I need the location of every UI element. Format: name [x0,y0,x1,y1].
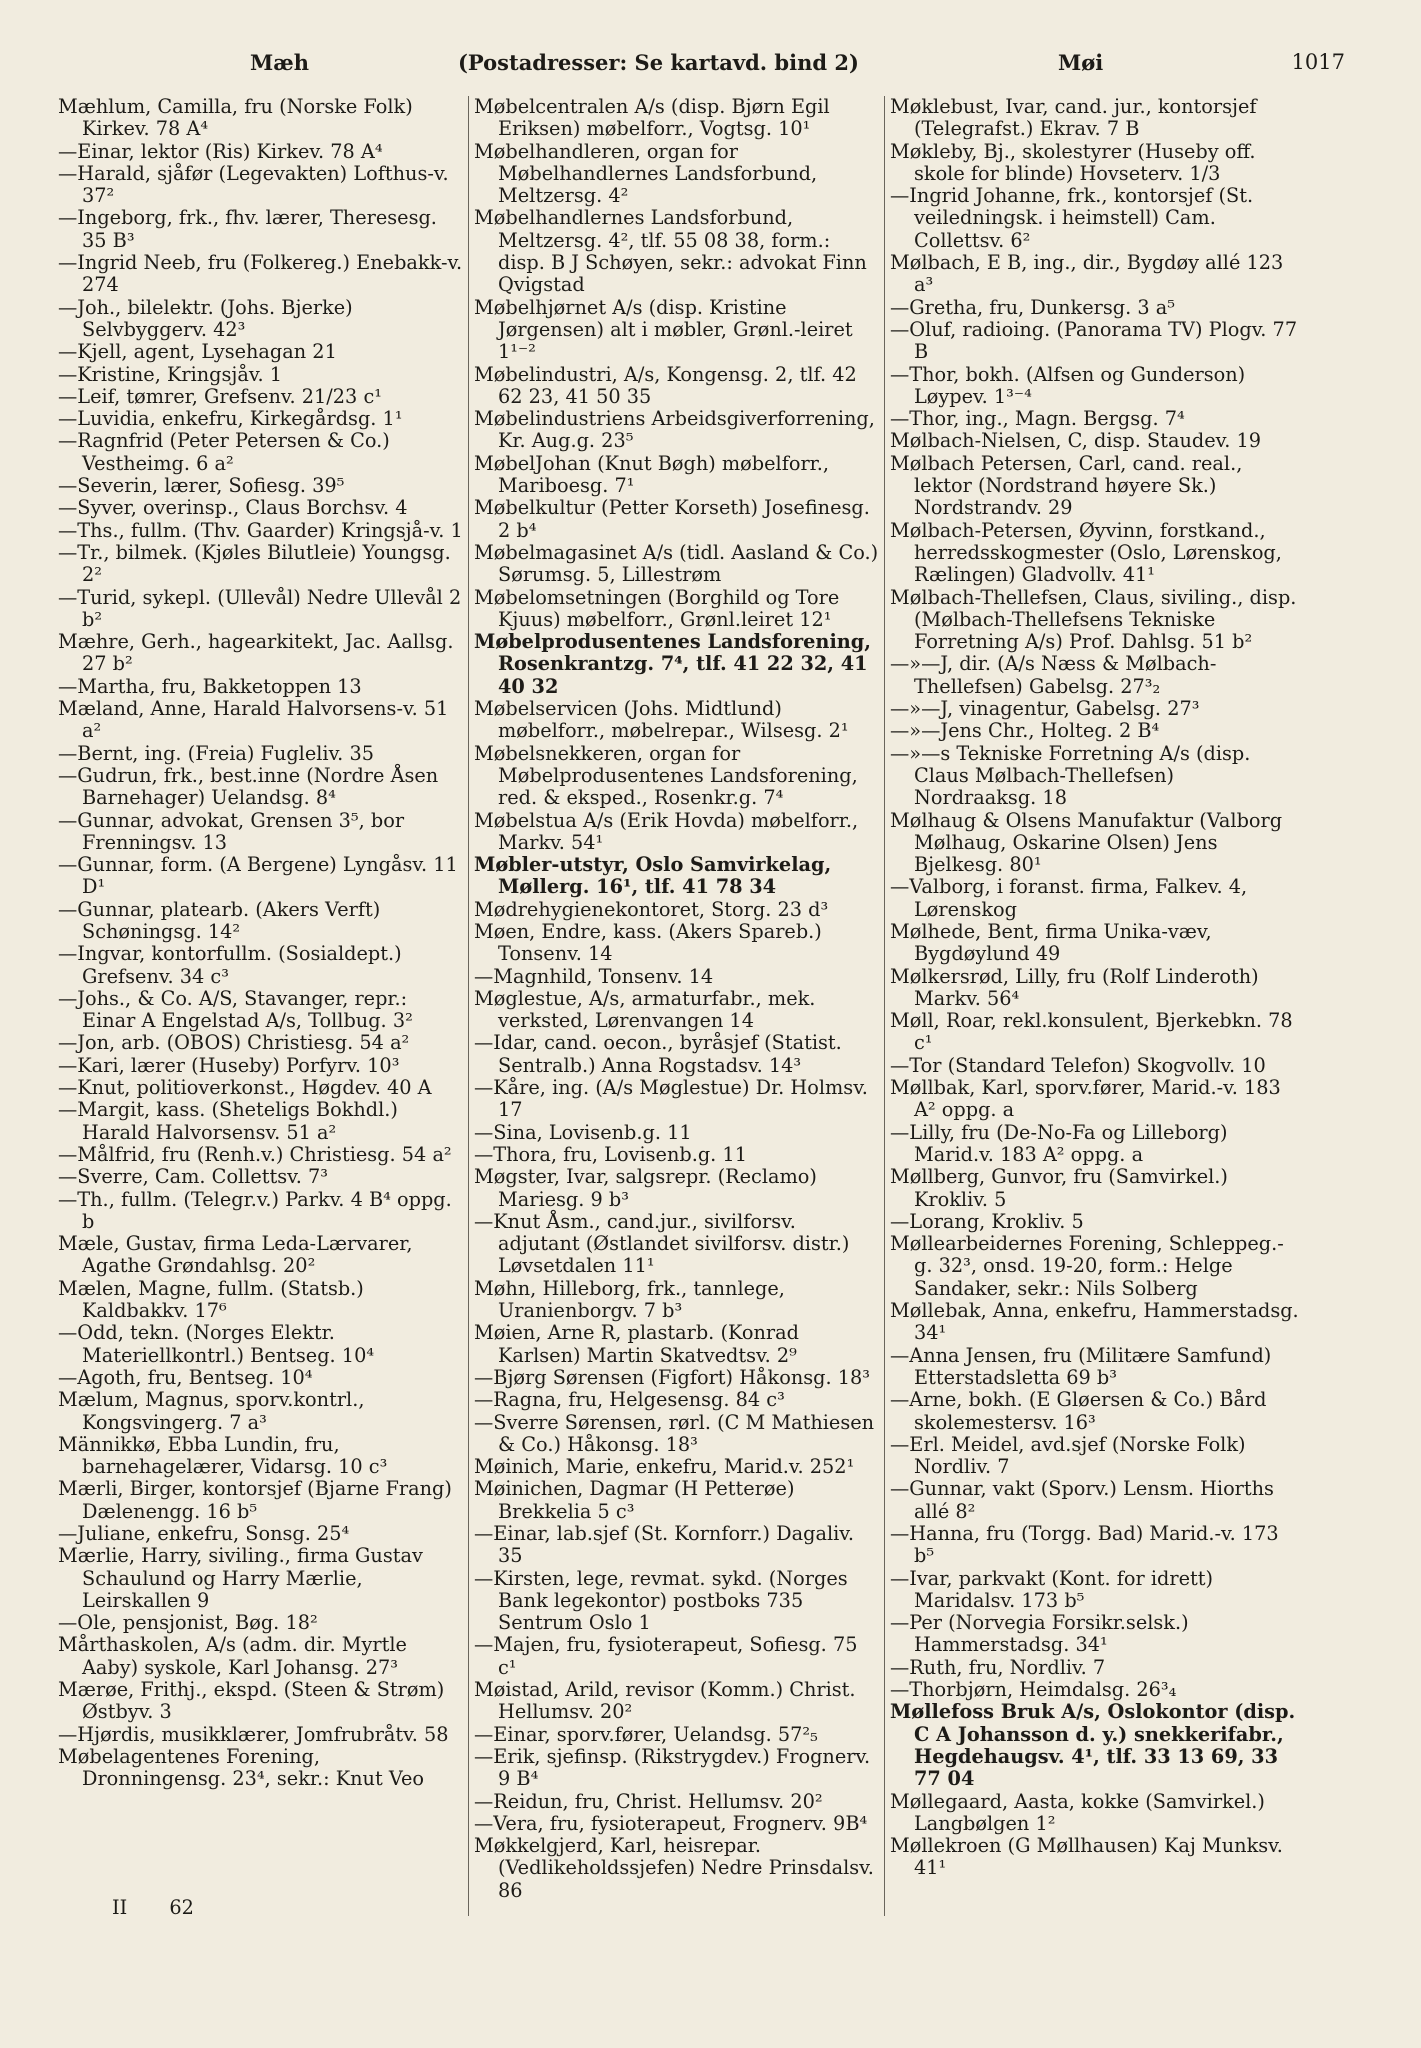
directory-entry: —Kirsten, lege, revmat. sykd. (Norges Bank legekontor) postboks 735 Sentrum Oslo 1 [474,1566,848,1635]
directory-entry: —Gretha, fru, Dunkersg. 3 a⁵ [890,295,1175,319]
directory-entry: Mælen, Magne, fullm. (Statsb.) Kaldbakkv. 17⁶ [58,1276,364,1323]
directory-entry: —Sverre, Cam. Collettsv. 7³ [58,1165,329,1189]
directory-entry: —Thor, bokh. (Alfsen og Gunderson) Løypev. 1³⁻⁴ [890,362,1246,408]
directory-entry: Møinichen, Dagmar (H Petterøe) Brekkelia 5 c³ [474,1477,795,1523]
directory-entry: —Kristine, Kringsjåv. 1 [58,362,283,386]
directory-entry: Møbelhandleren, organ for Møbelhandlernes Landsforbund, Meltzersg. 4² [474,139,818,208]
directory-entry: Møhn, Hilleborg, frk., tannlege, Uranienborgv. 7 b³ [474,1276,785,1323]
directory-entry: —Ragna, fru, Helgesensg. 84 c³ [474,1388,785,1412]
directory-entry: Møllearbeidernes Forening, Schleppeg.-g. 32³, onsd. 19-20, form.: Helge Sandaker, sekr.: Nils Solberg [890,1232,1284,1300]
directory-entry: Männikkø, Ebba Lundin, fru, barnehagelærer, Vidarsg. 10 c³ [58,1432,388,1479]
directory-entry: —Kåre, ing. (A/s Møglestue) Dr. Holmsv. 17 [474,1076,868,1122]
directory-entry: —Severin, lærer, Sofiesg. 39⁵ [58,474,345,498]
directory-entry: Mølbach Petersen, Carl, cand. real., lektor (Nordstrand høyere Sk.) Nordstrandv. 29 [890,451,1243,520]
directory-entry: Mødrehygienekontoret, Storg. 23 d³ [474,897,829,921]
directory-entry: —Tor (Standard Telefon) Skogvollv. 10 [890,1053,1266,1077]
directory-column-3 [890,96,1302,1896]
directory-entry: —Erik, sjefinsp. (Rikstrygdev.) Frognerv. 9 B⁴ [474,1744,871,1791]
directory-entry: Møbelomsetningen (Borghild og Tore Kjuus) møbelforr., Grønl.leiret 12¹ [474,585,840,631]
directory-entry: —Arne, bokh. (E Gløersen & Co.) Bård skolemestersv. 16³ [890,1388,1267,1434]
page-header [58,40,1345,92]
directory-entry: Mæland, Anne, Harald Halvorsens-v. 51 a² [58,697,449,743]
header-left-keyword: Mæh [250,50,309,75]
directory-entry: Møklebust, Ivar, cand. jur., kontorsjef (Telegrafst.) Ekrav. 7 B [890,95,1257,141]
directory-entry: Møbelmagasinet A/s (tidl. Aasland & Co.) Sørumsg. 5, Lillestrøm [474,540,879,587]
directory-entry: —Tr., bilmek. (Kjøles Bilutleie) Youngsg. 2² [58,540,451,587]
directory-entry: —Anna Jensen, fru (Militære Samfund) Etterstadsletta 69 b³ [890,1343,1272,1389]
directory-entry: —Knut Åsm., cand.jur., sivilforsv. adjutant (Østlandet sivilforsv. distr.) Løvsetdalen 11¹ [474,1209,850,1278]
directory-entry: —Thorbjørn, Heimdalsg. 26³₄ [890,1678,1177,1702]
directory-entry: —Gunnar, platearb. (Akers Verft) Schøningsg. 14² [58,897,381,943]
directory-entry: —Ingrid Neeb, fru (Folkereg.) Enebakk-v. 274 [58,251,463,297]
directory-entry: Mårthaskolen, A/s (adm. dir. Myrtle Aaby) syskole, Karl Johansg. 27³ [58,1633,407,1679]
directory-entry: —Leif, tømrer, Grefsenv. 21/23 c¹ [58,384,382,408]
directory-entry: —Knut, politioverkonst., Høgdev. 40 A [58,1076,432,1100]
directory-entry: —Oluf, radioing. (Panorama TV) Plogv. 77 B [890,317,1298,364]
directory-entry: —Idar, cand. oecon., byråsjef (Statist. Sentralb.) Anna Rogstadsv. 14³ [474,1031,842,1077]
directory-column-1 [58,96,464,1896]
directory-entry: —Lorang, Krokliv. 5 [890,1209,1084,1233]
directory-entry: Mølbach-Nielsen, C, disp. Staudev. 19 [890,429,1262,453]
column-divider [468,96,469,1916]
directory-entry: Møglestue, A/s, armaturfabr., mek. verksted, Lørenvangen 14 [474,986,816,1033]
directory-entry: Møkkelgjerd, Karl, heisrepar. (Vedlikeholdssjefen) Nedre Prinsdalsv. 86 [474,1834,874,1902]
directory-entry: —Margit, kass. (Shetelіgs Bokhdl.) Harald Halvorsensv. 51 a² [58,1098,398,1144]
directory-entry: Møllberg, Gunvor, fru (Samvirkel.) Krokliv. 5 [890,1165,1228,1211]
directory-entry: Mølbach, E B, ing., dir., Bygdøy allé 123 a³ [890,251,1284,297]
directory-entry: —Ths., fullm. (Thv. Gaarder) Kringsjå-v. 1 [58,518,463,542]
directory-entry: —Majen, fru, fysioterapeut, Sofiesg. 75 c¹ [474,1633,858,1679]
directory-entry: Mærli, Birger, kontorsjef (Bjarne Frang) Dælenengg. 16 b⁵ [58,1477,452,1523]
directory-entry: Møllebak, Anna, enkefru, Hammerstadsg. 34¹ [890,1299,1299,1345]
directory-entry: Møbelstua A/s (Erik Hovda) møbelforr., Markv. 54¹ [474,808,859,854]
directory-entry: —Turid, sykepl. (Ullevål) Nedre Ullevål 2 b² [58,585,462,631]
directory-entry: —Agoth, fru, Bentseg. 10⁴ [58,1365,313,1389]
directory-entry: —Erl. Meidel, avd.sjef (Norske Folk) Nordliv. 7 [890,1432,1246,1479]
directory-entry: —Sina, Lovisenb.g. 11 [474,1120,692,1144]
directory-entry: —Syver, overinsp., Claus Borchsv. 4 [58,496,408,520]
directory-entry: —Ingvar, kontorfullm. (Sosialdept.) Grefsenv. 34 c³ [58,942,402,988]
directory-entry: Møbelcentralen A/s (disp. Bjørn Egil Eriksen) møbelforr., Vogtsg. 10¹ [474,95,830,141]
directory-entry: Møbelservicen (Johs. Midtlund) møbelforr., møbelrepar., Wilsesg. 2¹ [474,697,849,743]
directory-entry: —»—J, dir. (A/s Næss & Mølbach-Thellefsen) Gabelsg. 27³₂ [890,652,1217,698]
directory-entry: —Kari, lærer (Huseby) Porfyrv. 10³ [58,1053,400,1077]
directory-entry: —Luvidia, enkefru, Kirkegårdsg. 1¹ [58,407,403,431]
directory-entry: —Thor, ing., Magn. Bergsg. 7⁴ [890,407,1185,431]
footer-signature-left: II [112,1896,128,1919]
directory-entry: —»—s Tekniske Forretning A/s (disp. Claus Mølbach-Thellefsen) Nordraaksg. 18 [890,741,1251,810]
directory-entry: —Odd, tekn. (Norges Elektr. Materiellkontrl.) Bentseg. 10⁴ [58,1321,375,1367]
directory-entry: —Einar, lab.sjef (St. Kornforr.) Dagaliv. 35 [474,1522,855,1568]
directory-entry: Mæhre, Gerh., hagearkitekt, Jac. Aallsg. 27 b² [58,630,454,676]
directory-entry: —Ingrid Johanne, frk., kontorsjef (St. veiledningsk. i heimstell) Cam. Collettsv. 6² [890,184,1254,252]
header-right-keyword: Møi [1058,50,1104,75]
directory-entry: Mølbach-Thellefsen, Claus, siviling., disp. (Mølbach-Thellefsens Tekniske Forretning A/s) Prof. Dahlsg. 51 b² [890,585,1297,654]
directory-entry: —»—Jens Chr., Holteg. 2 B⁴ [890,719,1160,743]
directory-entry: Mølbach-Petersen, Øyvinn, forstkand., herredsskogmester (Oslo, Lørenskog, Rælingen) Gladvollv. 41¹ [890,518,1282,587]
directory-entry: Mærlie, Harry, siviling., firma Gustav Schaulund og Harry Mærlie, Leirskallen 9 [58,1544,423,1612]
directory-entry: —Thora, fru, Lovisenb.g. 11 [474,1142,747,1166]
footer-signature-right: 62 [169,1896,194,1919]
directory-entry: Mølhede, Bent, firma Unika-væv, Bygdøylund 49 [890,919,1212,966]
directory-entry: Møgster, Ivar, salgsrepr. (Reclamo) Mariesg. 9 b³ [474,1165,817,1211]
directory-entry: Møbelindustriens Arbeidsgiverforrening, Kr. Aug.g. 23⁵ [474,407,875,453]
directory-entry: MøbelJohan (Knut Bøgh) møbelforr., Mariboesg. 7¹ [474,451,830,498]
directory-entry: Møllegaard, Aasta, kokke (Samvirkel.) Langbølgen 1² [890,1789,1265,1835]
directory-entry: —Ruth, fru, Nordliv. 7 [890,1655,1106,1679]
directory-entry: —Jon, arb. (OBOS) Christiesg. 54 a² [58,1031,410,1055]
directory-entry: Mælum, Magnus, sporv.kontrl., Kongsvingerg. 7 a³ [58,1388,365,1434]
directory-entry: Møllekroen (G Møllhausen) Kaj Munksv. 41¹ [890,1834,1283,1880]
directory-entry: —Juliane, enkefru, Sonsg. 25⁴ [58,1522,350,1545]
directory-entry: —Ingeborg, frk., fhv. lærer, Theresesg. 35 B³ [58,206,437,252]
directory-entry: Mølkersrød, Lilly, fru (Rolf Linderoth) Markv. 56⁴ [890,964,1259,1010]
directory-entry: —Hanna, fru (Torgg. Bad) Marid.-v. 173 b⁵ [890,1522,1279,1568]
directory-entry: —Per (Norvegia Forsikr.selsk.) Hammerstadsg. 34¹ [890,1611,1189,1657]
directory-entry: Møllefoss Bruk A/s, Oslokontor (disp. C A Johansson d. y.) snekkerifabr., Hegdehaugsv. 4¹, tlf. 33 13 69, 33 77 04 [890,1700,1296,1791]
directory-entry: Møbelhandlernes Landsforbund, Meltzersg. 4², tlf. 55 08 38, form.: disp. B J Schøyen, sekr.: advokat Finn Qvigstad [474,206,867,297]
directory-column-2 [474,95,882,1902]
directory-entry: —Th., fullm. (Telegr.v.) Parkv. 4 B⁴ oppg. b [58,1187,452,1233]
directory-entry: —Gudrun, frk., best.inne (Nordre Åsen Barnehager) Uelandsg. 8⁴ [58,763,439,810]
directory-entry: —Einar, lektor (Ris) Kirkev. 78 A⁴ [58,139,383,163]
directory-entry: Møllbak, Karl, sporv.fører, Marid.-v. 183 A² oppg. a [890,1076,1281,1122]
directory-entry: —Valborg, i foranst. firma, Falkev. 4, Lørenskog [890,875,1248,921]
directory-entry: —Harald, sjåfør (Legevakten) Lofthus-v. 37² [58,161,449,208]
directory-entry: Møistad, Arild, revisor (Komm.) Christ. Hellumsv. 20² [474,1678,856,1724]
directory-entry: —Magnhild, Tonsenv. 14 [474,964,714,988]
directory-entry: —Hjørdis, musikklærer, Jomfrubråtv. 58 [58,1722,449,1746]
directory-entry: —Målfrid, fru (Renh.v.) Christiesg. 54 a² [58,1142,452,1166]
directory-entry: —Bjørg Sørensen (Figfort) Håkonsg. 18³ [474,1365,870,1389]
directory-entry: Møbelsnekkeren, organ for Møbelprodusentenes Landsforening, red. & eksped., Rosenkr.g. 7⁴ [474,741,858,810]
directory-entry: Møen, Endre, kass. (Akers Spareb.) Tonsenv. 14 [474,919,822,966]
directory-entry: Mærøe, Frithj., ekspd. (Steen & Strøm) Østbyv. 3 [58,1678,445,1724]
directory-entry: —Gunnar, form. (A Bergene) Lyngåsv. 11 D¹ [58,853,458,899]
directory-entry: Møbelagentenes Forening, Dronningensg. 23⁴, sekr.: Knut Veo [58,1744,425,1791]
directory-entry: —Bernt, ing. (Freia) Fugleliv. 35 [58,741,374,765]
directory-entry: Møkleby, Bj., skolestyrer (Huseby off. skole for blinde) Hovseterv. 1/3 [890,139,1256,185]
directory-entry: Møbelindustri, A/s, Kongensg. 2, tlf. 42 62 23, 41 50 35 [474,362,857,408]
directory-entry: —Johs., & Co. A/S, Stavanger, repr.: Einar A Engelstad A/s, Tollbug. 3² [58,986,413,1033]
directory-entry: Møbelkultur (Petter Korseth) Josefinesg. 2 b⁴ [474,496,870,542]
directory-entry: —Ragnfrid (Peter Petersen & Co.) Vestheimg. 6 a² [58,429,390,475]
directory-entry: —Gunnar, advokat, Grensen 3⁵, bor Frenningsv. 13 [58,808,405,854]
directory-entry: —Reidun, fru, Christ. Hellumsv. 20² [474,1789,823,1813]
directory-entry: Mæle, Gustav, firma Leda-Lærvarer, Agathe Grøndahlsg. 20² [58,1232,413,1278]
directory-entry: —Gunnar, vakt (Sporv.) Lensm. Hiorths allé 8² [890,1477,1274,1523]
directory-entry: Møbelprodusentenes Landsforening, Rosenkrantzg. 7⁴, tlf. 41 22 32, 41 40 32 [474,630,871,698]
directory-entry: —Martha, fru, Bakketoppen 13 [58,674,362,698]
directory-entry: —Vera, fru, fysioterapeut, Frognerv. 9B⁴ [474,1811,868,1835]
page-footer [112,1896,230,1919]
directory-entry: —Lilly, fru (De-No-Fa og Lilleborg) Marid.v. 183 A² oppg. a [890,1120,1228,1166]
directory-entry: Møinich, Marie, enkefru, Marid.v. 252¹ [474,1455,855,1479]
directory-entry: Møbler-utstyr, Oslo Samvirkelag, Møllerg. 16¹, tlf. 41 78 34 [474,853,832,899]
directory-entry: —Einar, sporv.fører, Uelandsg. 57²₅ [474,1722,818,1746]
directory-entry: —Ivar, parkvakt (Kont. for idrett) Maridalsv. 173 b⁵ [890,1566,1214,1612]
page-number: 1017 [1291,50,1345,74]
directory-entry: —Joh., bilelektr. (Johs. Bjerke) Selvbyggerv. 42³ [58,295,353,341]
directory-entry: —»—J, vinagentur, Gabelsg. 27³ [890,697,1200,721]
directory-entry: —Ole, pensjonist, Bøg. 18² [58,1611,318,1635]
header-postal-note: (Postadresser: Se kartavd. bind 2) [458,50,859,75]
directory-entry: —Kjell, agent, Lysehagan 21 [58,340,337,364]
directory-entry: Møbelhjørnet A/s (disp. Kristine Jørgensen) alt i møbler, Grønl.-leiret 1¹⁻² [474,295,853,364]
directory-entry: Mølhaug & Olsens Manufaktur (Valborg Mølhaug, Oskarine Olsen) Jens Bjelkesg. 80¹ [890,808,1283,877]
directory-entry: Møll, Roar, rekl.konsulent, Bjerkebkn. 78 c¹ [890,1009,1293,1055]
column-divider [884,96,885,1916]
directory-entry: —Sverre Sørensen, rørl. (C M Mathiesen & Co.) Håkonsg. 18³ [474,1410,875,1456]
directory-entry: Mæhlum, Camilla, fru (Norske Folk) Kirkev. 78 A⁴ [58,95,413,141]
directory-entry: Møien, Arne R, plastarb. (Konrad Karlsen) Martin Skatvedtsv. 2⁹ [474,1321,799,1367]
